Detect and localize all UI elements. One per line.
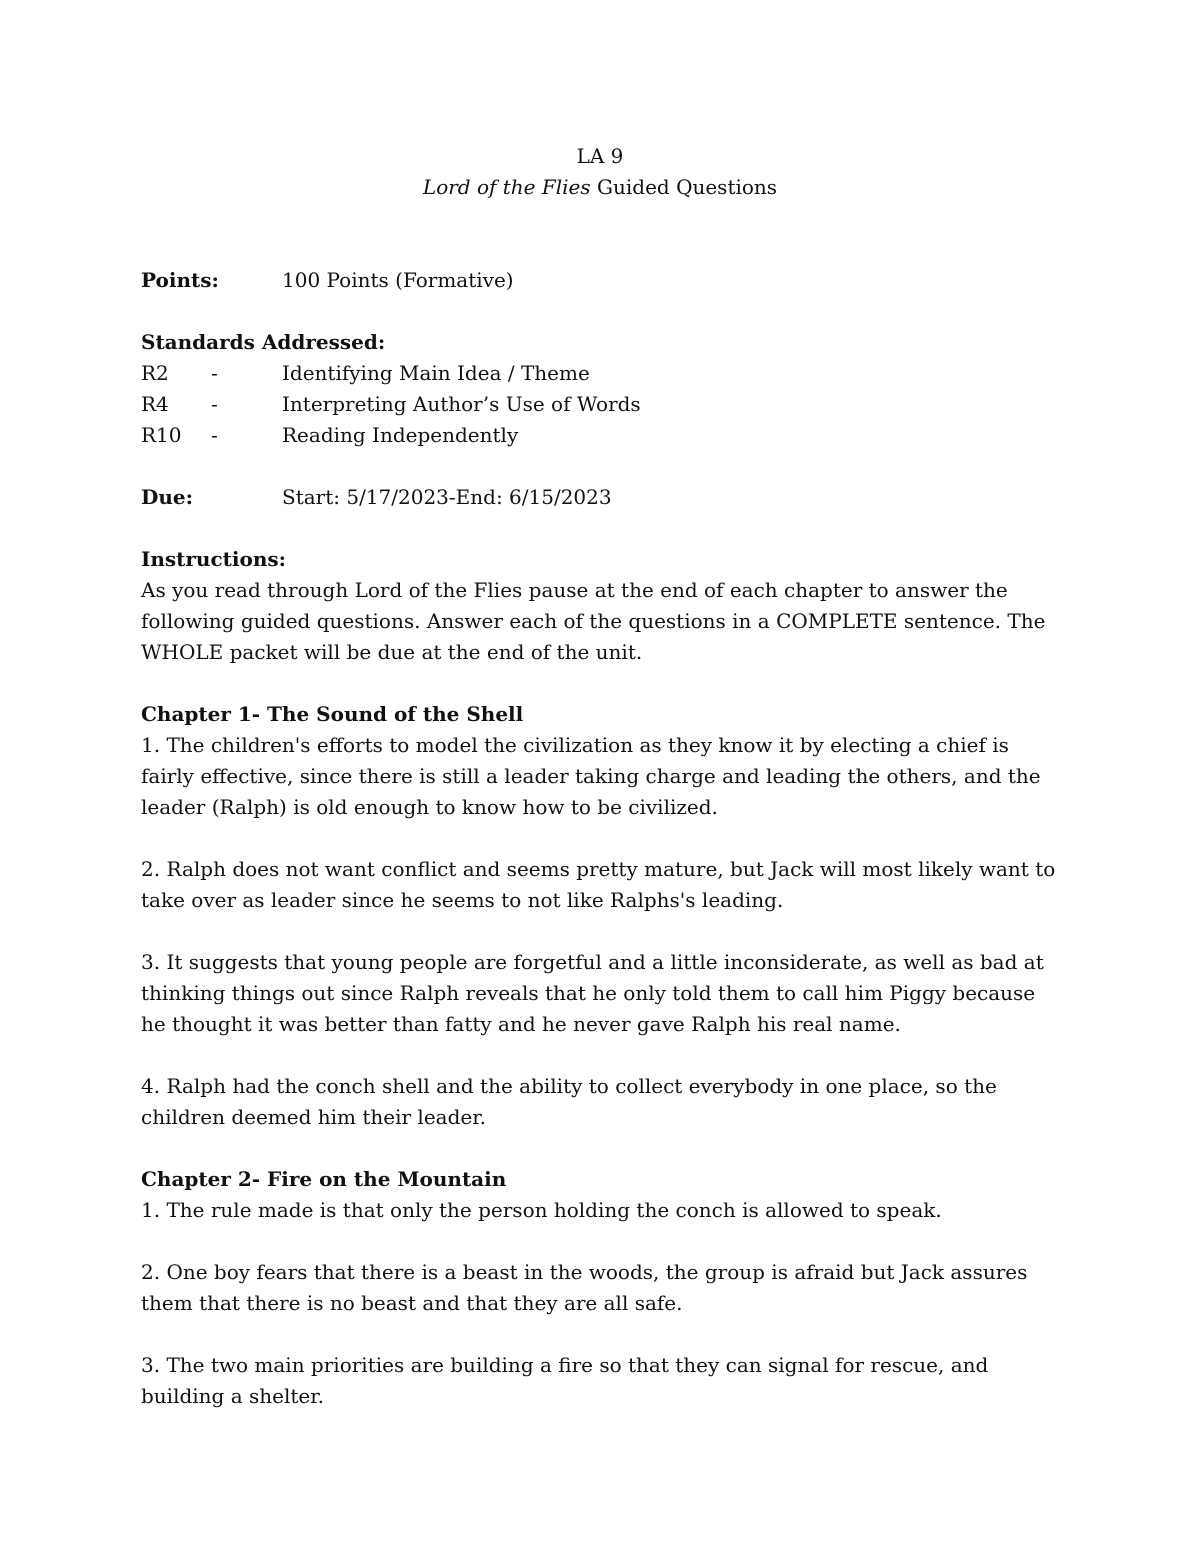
standard-dash: - — [211, 423, 218, 447]
standard-description: Reading Independently — [282, 423, 519, 447]
spacer — [141, 296, 1059, 327]
standard-code: R2 — [141, 361, 169, 385]
standard-dash: - — [211, 392, 218, 416]
due-value: Start: 5/17/2023-End: 6/15/2023 — [282, 485, 612, 509]
spacer — [141, 1319, 1059, 1350]
title-suffix: Guided Questions — [590, 175, 778, 199]
standard-row — [141, 420, 1059, 451]
standard-dash: - — [211, 361, 218, 385]
points-value: 100 Points (Formative) — [282, 268, 514, 292]
points-label: Points: — [141, 268, 219, 292]
answer-paragraph: 2. Ralph does not want conflict and seems pretty mature, but Jack will most likely want to take over as leader since he seems to not like Ralphs's leading. — [141, 857, 1056, 912]
standard-row — [141, 389, 1059, 420]
spacer — [141, 451, 1059, 482]
document-title — [141, 172, 1059, 203]
chapter-heading: Chapter 2- Fire on the Mountain — [141, 1167, 507, 1191]
standard-row — [141, 358, 1059, 389]
standard-description: Interpreting Author’s Use of Words — [282, 392, 641, 416]
spacer — [141, 668, 1059, 699]
book-title: Lord of the Flies — [422, 175, 591, 199]
standard-code: R10 — [141, 423, 182, 447]
points-row — [141, 265, 1059, 296]
standard-description: Identifying Main Idea / Theme — [282, 361, 590, 385]
spacer — [141, 916, 1059, 947]
instructions-label: Instructions: — [141, 547, 287, 571]
answer-paragraph: 3. The two main priorities are building a fire so that they can signal for rescue, and building a shelter. — [141, 1353, 989, 1408]
standards-label: Standards Addressed: — [141, 330, 386, 354]
due-row — [141, 482, 1059, 513]
chapter-heading: Chapter 1- The Sound of the Shell — [141, 702, 524, 726]
answer-paragraph: 2. One boy fears that there is a beast in the woods, the group is afraid but Jack assures them that there is no beast and that they are all safe. — [141, 1260, 1028, 1315]
standard-code: R4 — [141, 392, 169, 416]
course-title: LA 9 — [576, 144, 624, 168]
answer-paragraph: 1. The rule made is that only the person holding the conch is allowed to speak. — [141, 1198, 942, 1222]
answer-paragraph: 1. The children's efforts to model the civilization as they know it by electing a chief is fairly effective, since there is still a leader taking charge and leading the others, and the leader (Ralph) is old enough to know how to be civilized. — [141, 733, 1041, 819]
spacer — [141, 203, 1059, 265]
answer-paragraph: 3. It suggests that young people are forgetful and a little inconsiderate, as well as bad at thinking things out since Ralph reveals that he only told them to call him Piggy because he thought it was better than fatty and he never gave Ralph his real name. — [141, 950, 1044, 1036]
spacer — [141, 1133, 1059, 1164]
answer-paragraph: 4. Ralph had the conch shell and the ability to collect everybody in one place, so the children deemed him their leader. — [141, 1074, 997, 1129]
spacer — [141, 1040, 1059, 1071]
due-label: Due: — [141, 485, 193, 509]
spacer — [141, 1226, 1059, 1257]
spacer — [141, 823, 1059, 854]
instructions-text: As you read through Lord of the Flies pause at the end of each chapter to answer the following guided questions. Answer each of the questions in a COMPLETE sentence. The WHOLE packet will be due at the end of the unit. — [141, 578, 1046, 664]
spacer — [141, 513, 1059, 544]
